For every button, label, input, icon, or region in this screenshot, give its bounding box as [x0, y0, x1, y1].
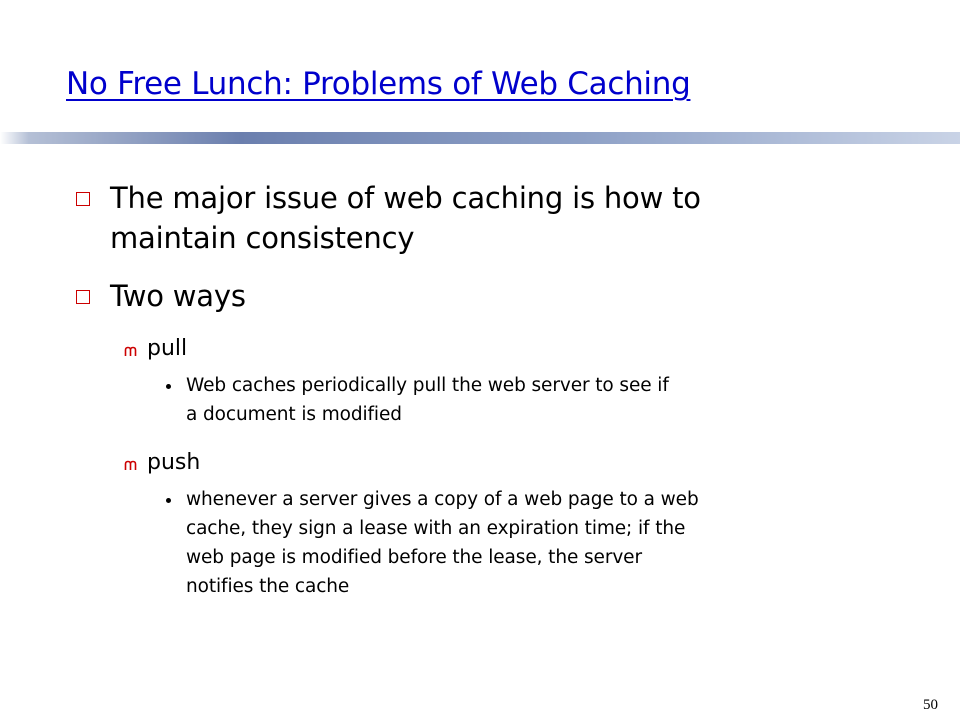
sub-bullet-label: push	[147, 450, 201, 475]
mouse-bullet-icon	[124, 457, 138, 471]
dot-bullet-icon	[166, 498, 171, 503]
mouse-bullet-icon	[124, 343, 138, 357]
bullet-text-line: Two ways	[110, 279, 246, 313]
slide-number: 50	[923, 697, 938, 713]
slide-title: No Free Lunch: Problems of Web Caching	[66, 66, 691, 102]
dot-bullet-icon	[166, 384, 171, 389]
detail-text-line: cache, they sign a lease with an expiration time; if the	[186, 518, 686, 539]
detail-text-line: a document is modified	[186, 404, 402, 425]
bullet-text-line: maintain consistency	[110, 221, 415, 255]
sub-bullet-label: pull	[147, 336, 188, 361]
bullet-text-line: The major issue of web caching is how to	[110, 181, 701, 215]
detail-text-line: Web caches periodically pull the web server to see if	[186, 375, 669, 396]
title-divider	[0, 132, 960, 144]
checkbox-bullet-icon	[76, 290, 90, 304]
detail-text-line: web page is modified before the lease, the server	[186, 547, 642, 568]
checkbox-bullet-icon	[76, 192, 90, 206]
detail-text-line: whenever a server gives a copy of a web page to a web	[186, 489, 699, 510]
detail-text-line: notifies the cache	[186, 576, 350, 597]
